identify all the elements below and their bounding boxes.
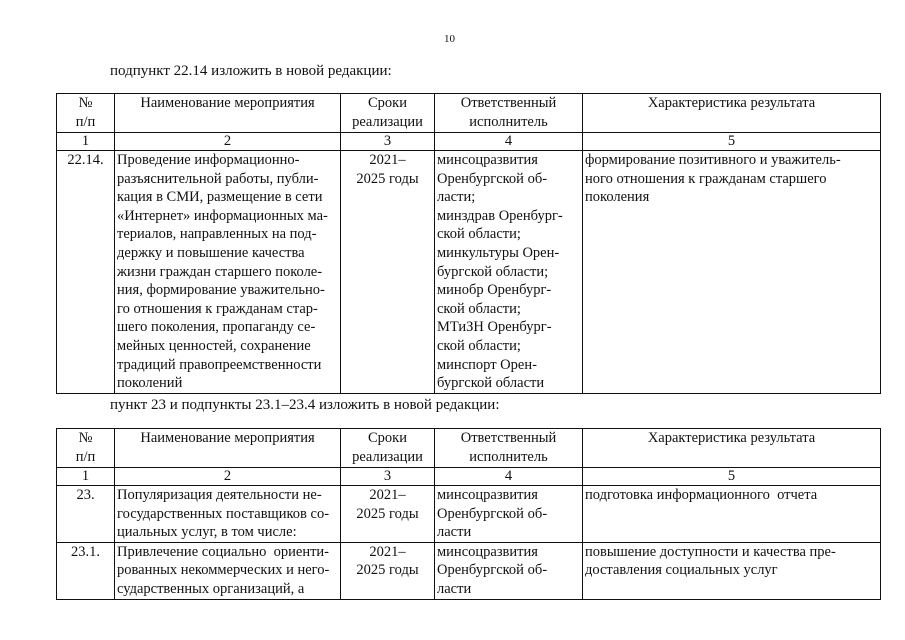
- header-result: Характеристика результата: [583, 429, 881, 468]
- column-number: 4: [435, 133, 583, 151]
- header-result: Характеристика результата: [583, 94, 881, 133]
- column-number: 2: [115, 468, 341, 486]
- column-number: 4: [435, 468, 583, 486]
- measures-table-1: [56, 93, 881, 394]
- column-number: 1: [57, 133, 115, 151]
- result-cell: повышение доступности и качества пре- доставления социальных услуг: [583, 542, 881, 599]
- column-number: 5: [583, 133, 881, 151]
- column-number-row: [57, 468, 881, 486]
- terms-cell: 2021– 2025 годы: [341, 542, 435, 599]
- responsible-cell: минсоцразвития Оренбургской об- ласти; минздрав Оренбург- ской области; минкультуры Орен- бургской области; минобр Оренбург- ской области; МТиЗН Оренбург- ской области; минспорт Орен- бургской области: [435, 151, 583, 394]
- row-number: 23.1.: [57, 542, 115, 599]
- terms-cell: 2021– 2025 годы: [341, 486, 435, 543]
- header-responsible: Ответственный исполнитель: [435, 429, 583, 468]
- measure-name-cell: Популяризация деятельности не- государственных поставщиков со- циальных услуг, в том числе:: [115, 486, 341, 543]
- header-terms: Сроки реализации: [341, 94, 435, 133]
- page-number: 10: [444, 33, 455, 45]
- column-number: 3: [341, 133, 435, 151]
- column-number: 5: [583, 468, 881, 486]
- row-number: 23.: [57, 486, 115, 543]
- table-header-row: [57, 94, 881, 133]
- header-measure-name: Наименование мероприятия: [115, 429, 341, 468]
- instruction-text: подпункт 22.14 изложить в новой редакции:: [110, 63, 392, 79]
- responsible-cell: минсоцразвития Оренбургской об- ласти: [435, 542, 583, 599]
- table-row: [57, 542, 881, 599]
- column-number: 3: [341, 468, 435, 486]
- table-header-row: [57, 429, 881, 468]
- instruction-text: пункт 23 и подпункты 23.1–23.4 изложить в новой редакции:: [110, 397, 500, 413]
- terms-cell: 2021– 2025 годы: [341, 151, 435, 394]
- result-cell: подготовка информационного отчета: [583, 486, 881, 543]
- column-number: 2: [115, 133, 341, 151]
- header-number: № п/п: [57, 94, 115, 133]
- header-number: № п/п: [57, 429, 115, 468]
- table-row: [57, 151, 881, 394]
- measure-name-cell: Привлечение социально ориенти- рованных некоммерческих и него- сударственных организаций, а: [115, 542, 341, 599]
- header-terms: Сроки реализации: [341, 429, 435, 468]
- measure-name-cell: Проведение информационно- разъяснительной работы, публи- кация в СМИ, размещение в сети «Интернет» информационных ма- териалов, направленных на под- держку и повышение качества жизни граждан старшего поколе- ния, формирование уважительно- го отношения к гражданам стар- шего поколения, пропаганду се- мейных ценностей, сохранение традиций правопреемственности поколений: [115, 151, 341, 394]
- header-measure-name: Наименование мероприятия: [115, 94, 341, 133]
- table-row: [57, 486, 881, 543]
- measures-table-2: [56, 428, 881, 600]
- row-number: 22.14.: [57, 151, 115, 394]
- column-number-row: [57, 133, 881, 151]
- result-cell: формирование позитивного и уважитель- ного отношения к гражданам старшего поколения: [583, 151, 881, 394]
- column-number: 1: [57, 468, 115, 486]
- header-responsible: Ответственный исполнитель: [435, 94, 583, 133]
- responsible-cell: минсоцразвития Оренбургской об- ласти: [435, 486, 583, 543]
